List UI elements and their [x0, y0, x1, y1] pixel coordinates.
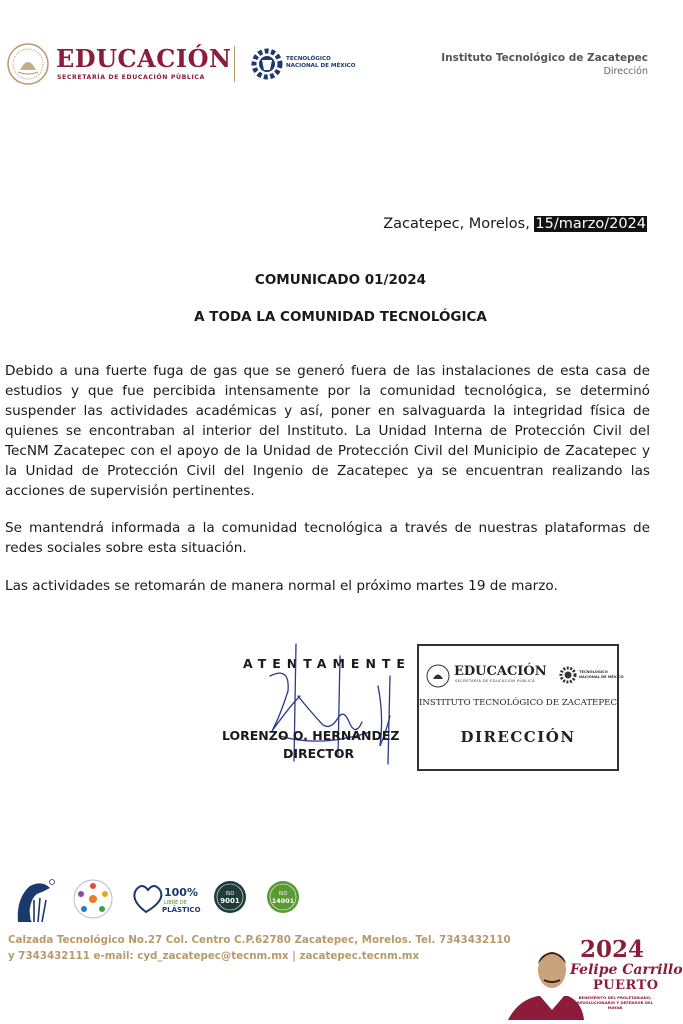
- header-institution: Instituto Tecnológico de Zacatepec: [441, 52, 648, 64]
- stamp-department: DIRECCIÓN: [460, 728, 576, 746]
- iso-9001-badge: [212, 878, 248, 916]
- paragraph-2: Se mantendrá informada a la comunidad tecnológica a través de nuestras plataformas de redes sociales sobre esta situación.: [5, 520, 650, 556]
- svg-text:9001: 9001: [220, 897, 240, 905]
- header-edu-title: EDUCACIÓN: [56, 44, 232, 73]
- official-stamp: [417, 644, 624, 771]
- institute-emblem-logo: [12, 878, 56, 926]
- tecnm-wordmark: [286, 56, 356, 70]
- document-title: COMUNICADO 01/2024: [254, 272, 427, 288]
- stamp-edu-title: EDUCACIÓN: [454, 664, 547, 679]
- header-divider: [234, 46, 235, 82]
- stamp-institution: INSTITUTO TECNOLÓGICO DE ZACATEPEC: [419, 698, 617, 708]
- plastic-free-logo: [128, 878, 201, 918]
- closing: ATENTAMENTE: [243, 656, 411, 671]
- dateline: [383, 216, 647, 232]
- stamp-seal-icon: [426, 664, 450, 688]
- signer-role: DIRECTOR: [283, 746, 355, 761]
- national-seal-logo: [6, 42, 50, 86]
- svg-text:PLÁSTICO: PLÁSTICO: [162, 906, 201, 914]
- stamp-edu-subtitle: SECRETARÍA DE EDUCACIÓN PÚBLICA: [455, 679, 536, 683]
- address-line-1: Calzada Tecnológico No.27 Col. Centro C.P.62780 Zacatepec, Morelos. Tel. 7343432110: [8, 934, 511, 946]
- year-name-line1: Felipe Carrillo: [570, 962, 683, 978]
- date-highlight: 15/marzo/2024: [535, 216, 646, 232]
- stamp-tecnm-line2: NACIONAL DE MÉXICO: [579, 674, 624, 679]
- stamp-tecnm-wordmark: [579, 670, 624, 679]
- paragraph-3: Las actividades se retomarán de manera normal el próximo martes 19 de marzo.: [5, 578, 558, 594]
- tecnm-logo: [250, 42, 284, 86]
- tecnm-line1: TECNOLÓGICO: [286, 56, 331, 62]
- svg-text:ISO: ISO: [278, 891, 288, 897]
- footer-address: [8, 932, 511, 964]
- iso-14001-badge: [265, 878, 301, 916]
- header-edu-subtitle: SECRETARÍA DE EDUCACIÓN PÚBLICA: [57, 74, 205, 81]
- year-name-line2: PUERTO: [593, 978, 659, 993]
- address-line-2: y 7343432111 e-mail: cyd_zacatepec@tecnm.mx | zacatepec.tecnm.mx: [8, 950, 420, 962]
- document-addressee: A TODA LA COMUNIDAD TECNOLÓGICA: [194, 309, 487, 325]
- year-2024: 2024: [580, 936, 645, 963]
- header-department: Dirección: [603, 66, 648, 77]
- stamp-tecnm-line1: TECNOLÓGICO: [579, 670, 608, 674]
- paragraph-1: Debido a una fuerte fuga de gas que se generó fuera de las instalaciones de esta casa de estudios y que fue percibida intensamente por la comunidad tecnológica, se determinó suspender las actividades académicas y así, poner en salvaguarda la integridad física de quienes se encontraban al interior del Instituto. La Unidad Interna de Protección Civil del TecNM Zacatepec con el apoyo de la Unidad de Protección Civil del Municipio de Zacatepec y la Unidad de Protección Civil del Ingenio de Zacatepec ya se encuentran realizando las acciones de supervisión pertinentes.: [5, 363, 650, 499]
- tecnm-line2: NACIONAL DE MÉXICO: [286, 63, 356, 69]
- svg-text:LIBRE DE: LIBRE DE: [164, 900, 187, 906]
- svg-text:ISO: ISO: [225, 891, 235, 897]
- year-tagline: BENEMÉRITO DEL PROLETARIADO, REVOLUCIONARIO Y DEFENSOR DEL MAYAB: [577, 995, 653, 1010]
- community-circle-logo: [72, 878, 114, 920]
- place: Zacatepec, Morelos,: [383, 216, 535, 232]
- signer-name: LORENZO O. HERNÁNDEZ: [222, 728, 400, 743]
- stamp-tecnm-icon: [559, 664, 577, 686]
- svg-text:100%: 100%: [164, 886, 198, 899]
- svg-text:14001: 14001: [271, 897, 295, 905]
